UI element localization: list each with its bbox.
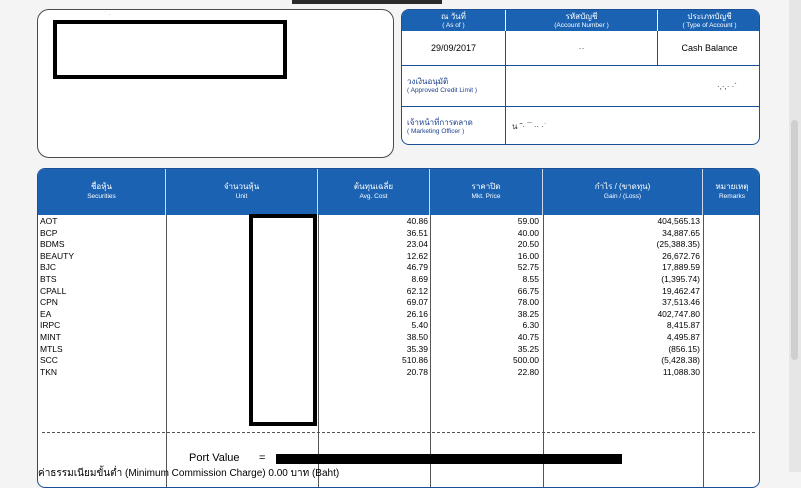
- mkt-price-cell: 78.00: [517, 297, 539, 308]
- gain-loss-cell: 17,889.59: [662, 262, 700, 273]
- table-row: [38, 274, 759, 286]
- gain-loss-cell: 11,088.30: [662, 366, 700, 377]
- table-row: [38, 216, 759, 228]
- mkt-price-cell: 66.75: [517, 285, 539, 296]
- mkt-price-cell: 59.00: [517, 216, 539, 226]
- holdings-table: [37, 168, 760, 488]
- total-separator: [42, 432, 755, 433]
- col-securities-en: Securities: [87, 193, 116, 200]
- avg-cost-cell: 26.16: [406, 308, 428, 319]
- table-row: [38, 355, 759, 367]
- symbol-cell: BJC: [40, 262, 57, 273]
- mkt-price-cell: 8.55: [522, 273, 539, 284]
- mkt-price-cell: 35.25: [517, 343, 539, 354]
- table-row: [38, 332, 759, 344]
- mkt-price-cell: 20.50: [517, 239, 539, 250]
- account-info-box: [401, 9, 760, 145]
- minimum-commission-text: ค่าธรรมเนียมขั้นต่ำ (Minimum Commission Charge) 0.00 บาท (Baht): [38, 468, 340, 479]
- header-smudge: ˙ ·: [105, 12, 111, 18]
- col-gain-loss-th: กำไร / (ขาดทุน): [594, 182, 651, 191]
- redacted-customer-name: [53, 20, 287, 79]
- col-remarks: [703, 169, 760, 215]
- col-avg-cost-en: Avg. Cost: [359, 193, 388, 200]
- symbol-cell: BTS: [40, 273, 57, 284]
- gain-loss-cell: (856.15): [668, 343, 700, 354]
- symbol-cell: BCP: [40, 227, 58, 238]
- gain-loss-cell: 8,415.87: [666, 320, 700, 331]
- symbol-cell: MINT: [40, 331, 61, 342]
- avg-cost-cell: 35.39: [406, 343, 428, 354]
- col-avg-cost: [318, 169, 430, 215]
- avg-cost-cell: 69.07: [406, 297, 428, 308]
- gain-loss-cell: (1,395.74): [661, 273, 700, 284]
- gain-loss-cell: 34,887.65: [662, 227, 700, 238]
- avg-cost-cell: 62.12: [406, 285, 428, 296]
- credit-th: วงเงินอนุมัติ: [407, 77, 449, 86]
- as-of-header: [402, 10, 506, 31]
- mkt-price-cell: 22.80: [517, 366, 539, 377]
- as-of-date: 29/09/2017: [402, 31, 506, 66]
- table-row: [38, 309, 759, 321]
- scrollbar-thumb[interactable]: [791, 120, 798, 360]
- avg-cost-cell: 46.79: [406, 262, 428, 273]
- gain-loss-cell: 26,672.76: [662, 250, 700, 261]
- col-remarks-th: หมายเหตุ: [715, 182, 749, 191]
- col-securities: [38, 169, 166, 215]
- marketing-officer-label: [402, 107, 506, 145]
- gain-loss-cell: (5,428.38): [661, 355, 700, 366]
- marketing-officer-value: น ˜· ¯ ·· ·˙: [512, 122, 547, 131]
- account-th: รหัสบัญชี: [565, 11, 598, 21]
- as-of-en: ( As of ): [442, 21, 465, 29]
- avg-cost-cell: 12.62: [406, 250, 428, 261]
- account-type-value: Cash Balance: [658, 31, 760, 66]
- symbol-cell: CPN: [40, 297, 58, 308]
- redacted-unit-column: [249, 214, 317, 426]
- as-of-th: ณ วันที่: [441, 11, 466, 21]
- avg-cost-cell: 23.04: [406, 239, 428, 250]
- avg-cost-cell: 36.51: [406, 227, 428, 238]
- table-header: [38, 169, 759, 215]
- col-unit-th: จำนวนหุ้น: [223, 182, 260, 191]
- table-row: [38, 239, 759, 251]
- symbol-cell: BEAUTY: [40, 250, 75, 261]
- table-row: [38, 228, 759, 240]
- col-gain-loss: [543, 169, 703, 215]
- gain-loss-cell: 404,565.13: [657, 216, 700, 226]
- port-value-label: Port Value: [189, 452, 240, 464]
- col-mkt-price-th: ราคาปิด: [471, 182, 501, 191]
- type-en: ( Type of Account ): [682, 21, 737, 29]
- symbol-cell: EA: [40, 308, 52, 319]
- avg-cost-cell: 38.50: [406, 331, 428, 342]
- gain-loss-cell: (25,388.35): [656, 239, 700, 250]
- col-gain-loss-en: Gain / (Loss): [603, 193, 642, 200]
- mkt-price-cell: 16.00: [517, 250, 539, 261]
- credit-limit-label: [402, 66, 506, 107]
- col-unit: [166, 169, 318, 215]
- mkt-price-cell: 38.25: [517, 308, 539, 319]
- redacted-port-value: [276, 454, 622, 464]
- mkt-price-cell: 6.30: [522, 320, 539, 331]
- table-row: [38, 262, 759, 274]
- table-row: [38, 297, 759, 309]
- table-row: [38, 344, 759, 356]
- col-mkt-price-en: Mkt. Price: [471, 193, 501, 200]
- col-avg-cost-th: ต้นทุนเฉลี่ย: [353, 182, 394, 191]
- table-row: [38, 286, 759, 298]
- gain-loss-cell: 4,495.87: [666, 331, 700, 342]
- col-mkt-price: [430, 169, 543, 215]
- port-value-equals: =: [259, 452, 266, 464]
- account-number-header: [506, 10, 658, 31]
- col-securities-th: ชื่อหุ้น: [91, 182, 112, 191]
- symbol-cell: AOT: [40, 216, 58, 226]
- symbol-cell: IRPC: [40, 320, 61, 331]
- table-row: [38, 367, 759, 379]
- avg-cost-cell: 510.86: [402, 355, 428, 366]
- holdings-rows: [38, 216, 759, 378]
- symbol-cell: TKN: [40, 366, 57, 377]
- account-number-value: ··: [506, 31, 658, 66]
- avg-cost-cell: 5.40: [411, 320, 428, 331]
- gain-loss-cell: 402,747.80: [657, 308, 700, 319]
- window-top-bar: [292, 0, 442, 4]
- credit-en: ( Approved Credit Limit ): [407, 87, 478, 94]
- col-remarks-en: Remarks: [718, 193, 745, 200]
- account-type-header: [658, 10, 760, 31]
- account-en: (Account Number ): [554, 21, 609, 29]
- mkt-price-cell: 40.00: [517, 227, 539, 238]
- officer-en: ( Marketing Officer ): [407, 127, 465, 135]
- symbol-cell: BDMS: [40, 239, 65, 250]
- credit-limit-value: ·,·,· ·´: [506, 66, 759, 107]
- officer-th: เจ้าหน้าที่การตลาด: [407, 117, 473, 127]
- avg-cost-cell: 40.86: [406, 216, 428, 226]
- gain-loss-cell: 19,462.47: [662, 285, 700, 296]
- type-th: ประเภทบัญชี: [687, 11, 732, 21]
- col-unit-en: Unit: [235, 193, 248, 200]
- symbol-cell: CPALL: [40, 285, 67, 296]
- mkt-price-cell: 40.75: [517, 331, 539, 342]
- mkt-price-cell: 500.00: [513, 355, 539, 366]
- symbol-cell: SCC: [40, 355, 58, 366]
- gain-loss-cell: 37,513.46: [662, 297, 700, 308]
- avg-cost-cell: 20.78: [406, 366, 428, 377]
- mkt-price-cell: 52.75: [517, 262, 539, 273]
- table-row: [38, 320, 759, 332]
- avg-cost-cell: 8.69: [411, 273, 428, 284]
- table-row: [38, 251, 759, 263]
- symbol-cell: MTLS: [40, 343, 63, 354]
